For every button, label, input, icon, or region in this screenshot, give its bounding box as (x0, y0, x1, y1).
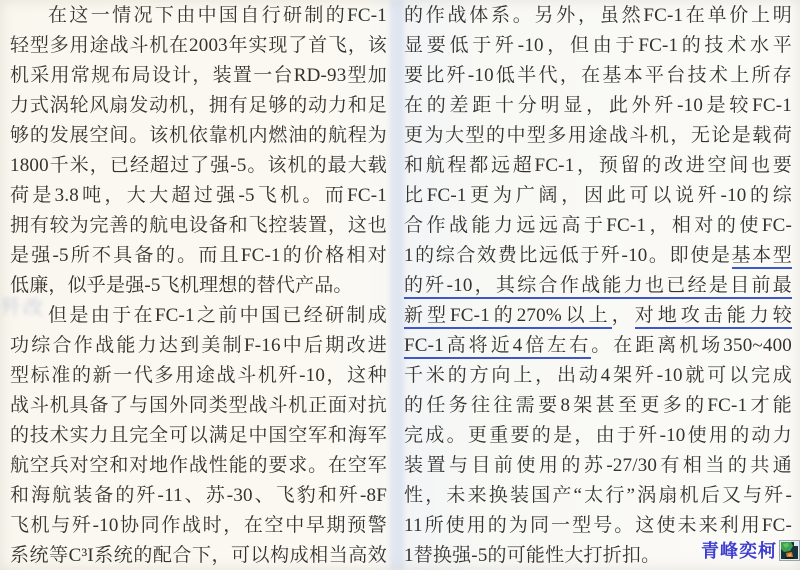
text-run: 合作战能力远远高于FC-1，相对的使FC- (404, 215, 792, 236)
text-line (10, 421, 387, 451)
underlined-text: 的歼-10，其综合作战能力也已经是目前最 (404, 275, 792, 299)
text-run: 功综合作战能力达到美制F-16中后期改进 (10, 335, 387, 356)
text-line (10, 331, 387, 361)
text-line (10, 91, 387, 121)
text-line (404, 241, 792, 271)
text-run: 和海航装备的歼-11、苏-30、飞豹和歼-8F (10, 485, 387, 506)
text-run: 的作战体系。另外，虽然FC-1在单价上明 (404, 5, 792, 26)
text-run: 低廉，似乎是强-5飞机理想的替代产品。 (10, 275, 353, 296)
text-run: 。在距离机场350~400 (591, 335, 792, 356)
underlined-text: 基本型 (732, 245, 792, 269)
text-run: 是强-5所不具备的。而且FC-1的价格相对 (10, 245, 387, 266)
text-line (404, 151, 792, 181)
underlined-text: FC-1高将近4倍左右 (404, 335, 591, 359)
text-run: 拥有较为完善的航电设备和飞控装置，这也 (10, 215, 387, 236)
text-run: 战斗机具备了与国外同类型战斗机正面对抗 (10, 395, 387, 416)
text-line (10, 361, 387, 391)
text-line (10, 511, 387, 541)
text-line (404, 91, 792, 121)
pixel-avatar-icon (779, 540, 800, 561)
text-run: 1800千米，已经超过了强-5。该机的最大载 (10, 155, 387, 176)
text-line (10, 211, 387, 241)
text-run: 航空兵对空和对地作战性能的要求。在空军 (10, 455, 387, 476)
text-run: 力式涡轮风扇发动机，拥有足够的动力和足 (10, 95, 387, 116)
text-run: 显要低于歼-10，但由于FC-1的技术水平 (404, 35, 792, 56)
text-line (404, 61, 792, 91)
text-line (404, 331, 792, 361)
text-run: 比FC-1更为广阔，因此可以说歼-10的综 (404, 185, 792, 206)
text-line (10, 121, 387, 151)
text-line (10, 481, 387, 511)
text-line (404, 361, 792, 391)
text-run: 荷是3.8吨，大大超过强-5飞机。而FC-1 (10, 185, 387, 206)
text-line (10, 31, 387, 61)
column-left (10, 1, 387, 570)
text-line (10, 391, 387, 421)
text-line (404, 301, 792, 331)
watermark-text: 青峰奕柯 (701, 541, 777, 561)
text-run: 飞机与歼-10协同作战时，在空中早期预警 (10, 515, 387, 536)
text-run: 装置与目前使用的苏-27/30有相当的共通 (404, 455, 792, 476)
text-run: 更为大型的中型多用途战斗机，无论是载荷 (404, 125, 792, 146)
text-run: 1的综合效费比远低于歼-10。即使是 (404, 245, 732, 266)
text-run: 但是由于在FC-1之前中国已经研制成 (48, 305, 387, 326)
text-run: 的技术实力且完全可以满足中国空军和海军 (10, 425, 387, 446)
text-run: 1替换强-5的可能性大打折扣。 (404, 545, 661, 566)
text-run: 和航程都远超FC-1，预留的改进空间也要 (404, 155, 792, 176)
text-line (404, 121, 792, 151)
text-line (10, 61, 387, 91)
text-run: 在的差距十分明显，此外歼-10是较FC-1 (404, 95, 792, 116)
text-line (404, 271, 792, 301)
text-run: 机采用常规布局设计，装置一台RD-93型加 (10, 65, 387, 86)
text-line (404, 181, 792, 211)
text-run: 完成。更重要的是，由于歼-10使用的动力 (404, 425, 792, 446)
text-line (10, 241, 387, 271)
text-run: ， (611, 305, 635, 326)
column-gutter-shadow (390, 0, 404, 570)
text-run: 够的发展空间。该机依靠机内燃油的航程为 (10, 125, 387, 146)
text-line (404, 211, 792, 241)
text-line (10, 301, 387, 331)
bleed-through-artifact: 歼改 (1, 297, 45, 319)
text-run: 轻型多用途战斗机在2003年实现了首飞，该 (10, 35, 387, 56)
text-run: 在这一情况下由中国自行研制的FC-1 (48, 5, 387, 26)
text-line (10, 181, 387, 211)
text-line (10, 271, 387, 301)
underlined-text: 对地攻击能力较 (635, 305, 792, 329)
text-run: 性，未来换装国产“太行”涡扇机后又与歼- (404, 485, 792, 506)
text-run: 的任务往往需要8架甚至更多的FC-1才能 (404, 395, 792, 416)
text-line (10, 541, 387, 570)
watermark (701, 537, 800, 563)
text-line (404, 451, 792, 481)
text-line (10, 1, 387, 31)
column-right (404, 1, 792, 570)
text-line (404, 31, 792, 61)
text-line (404, 391, 792, 421)
text-line (10, 451, 387, 481)
text-line (404, 421, 792, 451)
text-line (404, 481, 792, 511)
text-run: 系统等C³I系统的配合下，可以构成相当高效 (10, 545, 387, 566)
text-run: 型标准的新一代多用途战斗机歼-10，这种 (10, 365, 387, 386)
underlined-text: 新型FC-1的270%以上 (404, 305, 612, 329)
text-line (10, 151, 387, 181)
text-run: 千米的方向上，出动4架歼-10就可以完成 (404, 365, 792, 386)
text-run: 11所使用的为同一型号。这使未来利用FC- (404, 515, 792, 536)
text-run: 要比歼-10低半代，在基本平台技术上所存 (404, 65, 792, 86)
text-line (404, 1, 792, 31)
